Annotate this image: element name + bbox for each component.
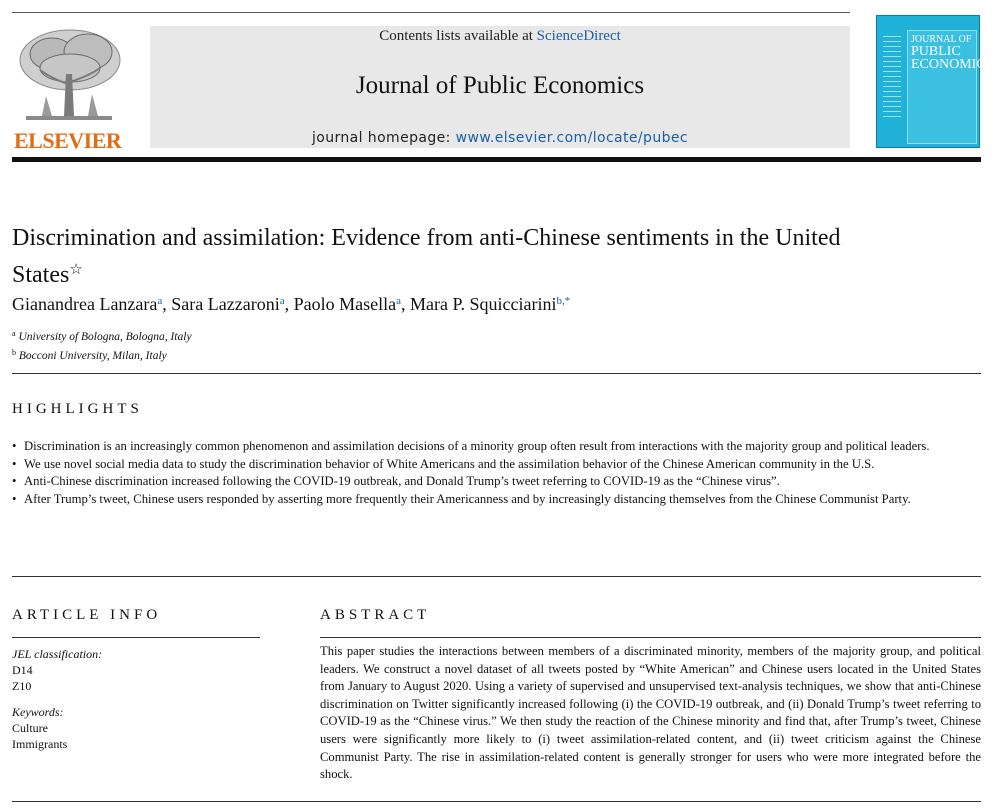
author-separator: , xyxy=(284,294,294,314)
keyword: Culture xyxy=(12,721,48,735)
affiliation-text: University of Bologna, Bologna, Italy xyxy=(18,331,192,343)
highlights-list xyxy=(12,438,981,509)
article-info-heading: ARTICLE INFO xyxy=(12,607,162,623)
elsevier-tree-icon xyxy=(12,24,124,128)
divider xyxy=(12,801,981,802)
author-affil-mark[interactable]: a xyxy=(279,295,285,307)
keyword: Immigrants xyxy=(12,737,68,751)
abstract-text: This paper studies the interactions between members of a discriminated minority, members of the majority group, and political leaders. We construct a novel dataset of all tweets posted by “White American” and Chinese users located in the United States from January to August 2020. Using a variety of supervised and unsupervised text-analysis techniques, we show that anti-Chinese discrimination on Twitter significantly increased following (i) the COVID-19 outbreak, and (ii) Donald Trump’s tweet referring to COVID-19 as the “Chinese virus.” We then study the reaction of the Chinese minority and find that, after Trump’s tweet, Chinese users were significantly more likely to (i) tweet assimilation-related content, and (ii) tweet criticism against the Chinese Communist Party. The rise in assimilation-related content is generally stronger for users who were more integrated before the shock. xyxy=(320,644,981,782)
keywords-label: Keywords: xyxy=(12,705,64,719)
author-separator: , xyxy=(401,294,410,314)
article-title-text: Discrimination and assimilation: Evidence from anti-Chinese sentiments in the United States xyxy=(12,225,841,288)
author-affil-mark[interactable]: a xyxy=(396,295,401,307)
sciencedirect-link[interactable]: ScienceDirect xyxy=(536,28,621,44)
highlights-heading: HIGHLIGHTS xyxy=(12,401,143,417)
contents-line xyxy=(150,28,850,45)
author-separator: , xyxy=(162,294,172,314)
homepage-line xyxy=(150,130,850,146)
author-affil-mark[interactable]: b,* xyxy=(556,295,571,307)
jel-code: D14 xyxy=(12,663,33,677)
header-thick-rule xyxy=(12,157,981,162)
divider xyxy=(12,373,981,374)
abstract-rule xyxy=(320,637,981,638)
jel-label: JEL classification: xyxy=(12,647,103,661)
affiliations xyxy=(12,326,192,364)
homepage-link[interactable]: www.elsevier.com/locate/pubec xyxy=(455,130,689,146)
abstract-heading: ABSTRACT xyxy=(320,607,431,623)
divider xyxy=(12,576,981,577)
journal-header xyxy=(150,26,850,148)
affiliation-mark: b xyxy=(12,348,16,357)
cover-title xyxy=(911,34,994,72)
affiliation-item xyxy=(12,326,192,345)
author-name[interactable]: Paolo Masella xyxy=(293,294,397,314)
cover-title-big: PUBLIC ECONOMICS xyxy=(911,44,994,72)
author-name[interactable]: Mara P. Squicciarini xyxy=(410,294,557,314)
highlight-item: • Anti-Chinese discrimination increased following the COVID-19 outbreak, and Donald Trump’s tweet referring to COVID-19 as the “Chinese virus”. xyxy=(12,473,981,491)
author-list xyxy=(12,294,570,315)
title-footnote-mark[interactable]: ☆ xyxy=(69,262,83,278)
highlight-item: • Discrimination is an increasingly common phenomenon and assimilation decisions of a minority group often result from interactions with the majority group and political leaders. xyxy=(12,438,981,456)
journal-cover[interactable] xyxy=(876,15,994,148)
affiliation-item xyxy=(12,345,192,364)
jel-code: Z10 xyxy=(12,679,32,693)
journal-title: Journal of Public Economics xyxy=(355,72,645,99)
contents-prefix: Contents lists available at xyxy=(379,28,533,44)
author-name[interactable]: Gianandrea Lanzara xyxy=(12,294,158,314)
cover-decoration xyxy=(883,36,901,126)
highlight-item: • After Trump’s tweet, Chinese users responded by asserting more frequently their Americanness and by increasingly distancing themselves from the Chinese Communist Party. xyxy=(12,491,981,509)
top-rule xyxy=(12,12,850,13)
highlight-item: • We use novel social media data to study the discrimination behavior of White Americans and the assimilation behavior of the Chinese American community in the U.S. xyxy=(12,456,981,474)
affiliation-text: Bocconi University, Milan, Italy xyxy=(18,350,167,362)
author-name[interactable]: Sara Lazzaroni xyxy=(171,294,280,314)
article-title xyxy=(12,222,872,291)
elsevier-logo[interactable] xyxy=(12,24,124,152)
publisher-wordmark: ELSEVIER xyxy=(14,128,122,153)
article-info-rule xyxy=(12,637,260,638)
article-info xyxy=(12,646,102,752)
cover-title-small: JOURNAL OF xyxy=(911,34,972,45)
author-affil-mark[interactable]: a xyxy=(157,295,163,307)
spacer xyxy=(12,694,102,704)
affiliation-mark: a xyxy=(12,329,16,338)
homepage-prefix: journal homepage: xyxy=(311,130,451,146)
